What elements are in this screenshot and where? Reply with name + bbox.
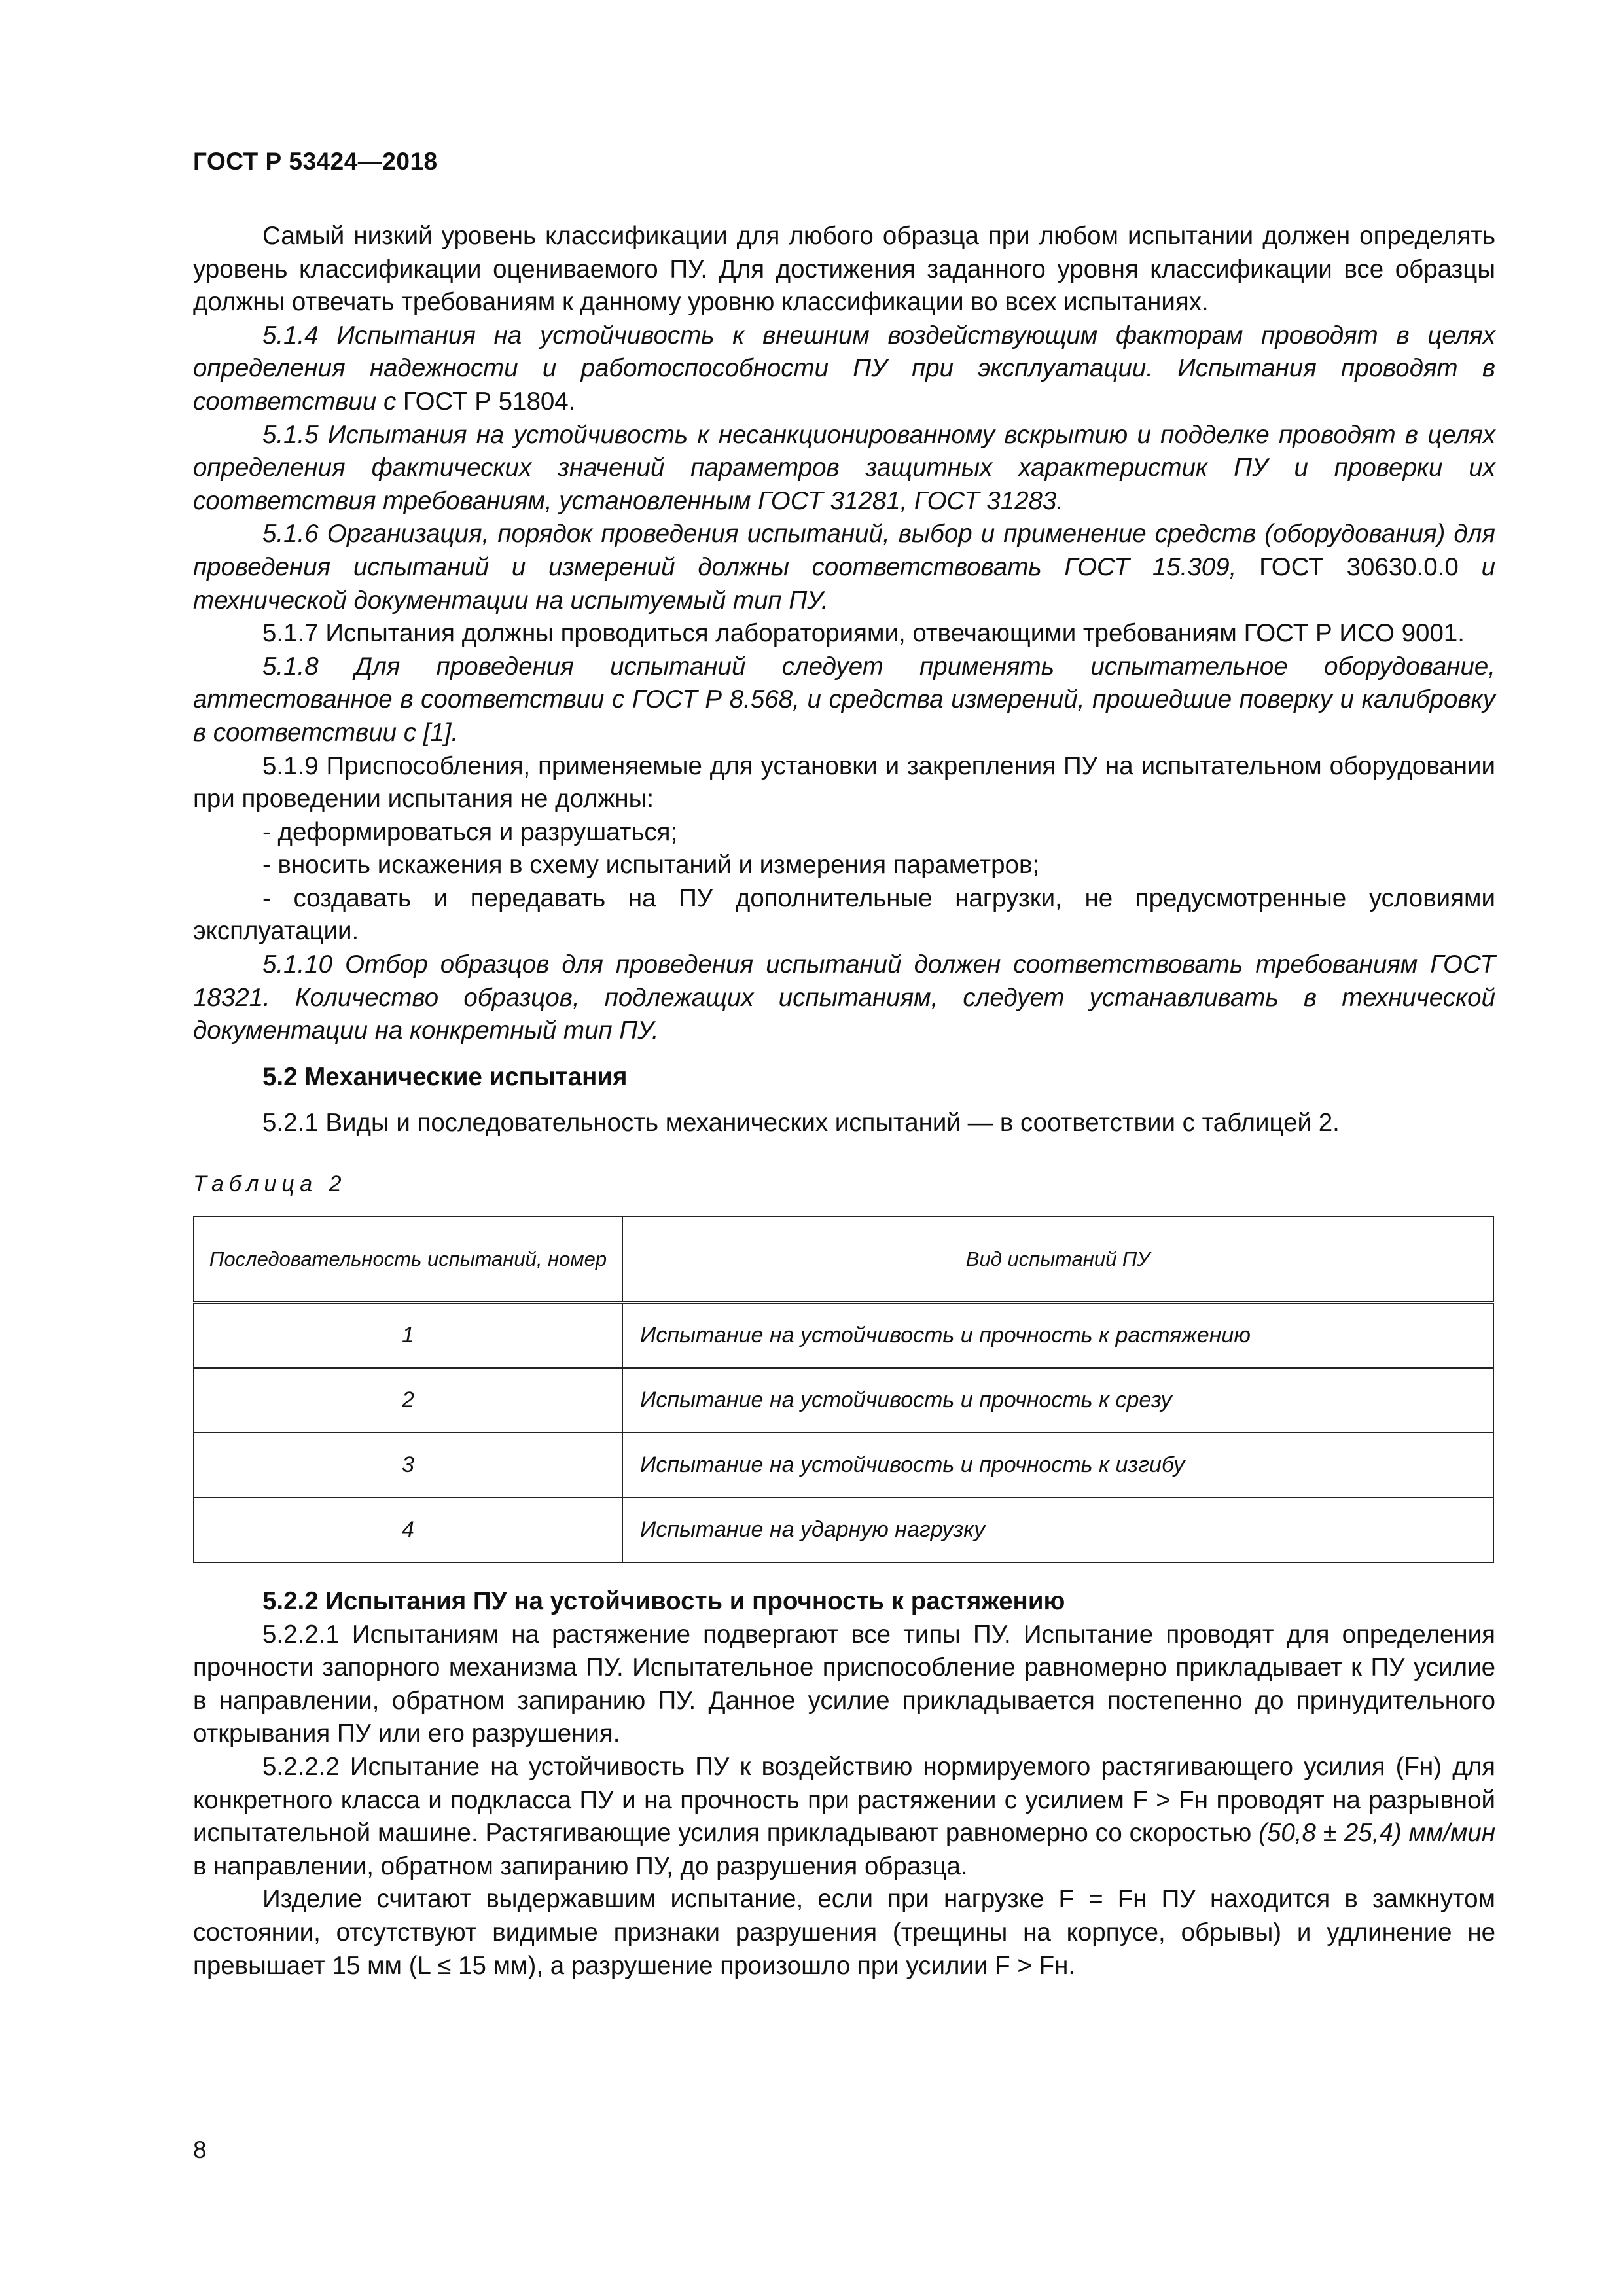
row-number: 3 xyxy=(194,1433,622,1498)
row-test-type: Испытание на устойчивость и прочность к срезу xyxy=(622,1368,1493,1433)
list-item: - деформироваться и разрушаться; xyxy=(262,817,678,846)
paragraph-5-1-5: 5.1.5 Испытания на устойчивость к несанкционированному вскрытию и подделке проводят в целях определения фактических значений параметров защитных характеристик ПУ и проверки их соответствия требованиям, установленным ГОСТ 31281, ГОСТ 31283. xyxy=(193,420,1495,515)
document-code: ГОСТ Р 53424—2018 xyxy=(193,148,438,175)
body-text-bottom xyxy=(193,1585,1495,1982)
row-number: 4 xyxy=(194,1498,622,1562)
row-test-type: Испытание на устойчивость и прочность к растяжению xyxy=(622,1302,1493,1368)
table-row xyxy=(194,1302,1493,1368)
list-item: - вносить искажения в схему испытаний и измерения параметров; xyxy=(262,851,1040,880)
row-number: 1 xyxy=(194,1302,622,1368)
table-header-row xyxy=(194,1217,1493,1302)
table-row xyxy=(194,1368,1493,1433)
row-number: 2 xyxy=(194,1368,622,1433)
row-test-type: Испытание на устойчивость и прочность к изгибу xyxy=(622,1433,1493,1498)
paragraph-5-1-9: 5.1.9 Приспособления, применяемые для установки и закрепления ПУ на испытательном оборудовании при проведении испытания не должны: xyxy=(193,751,1495,814)
paragraph-5-2-2-1: 5.2.2.1 Испытаниям на растяжение подвергают все типы ПУ. Испытание проводят для определения прочности запорного механизма ПУ. Испытательное приспособление равномерно прикладывает к ПУ усилие в направлении, обратном запиранию ПУ. Данное усилие прикладывается постепенно до принудительного открывания ПУ или его разрушения. xyxy=(193,1620,1495,1748)
paragraph-5-2-2-2-b: в направлении, обратном запиранию ПУ, до разрушения образца. xyxy=(193,1852,968,1880)
paragraph-5-1-6 xyxy=(193,518,1495,617)
table-row xyxy=(194,1433,1493,1498)
section-heading-5-2: 5.2 Механические испытания xyxy=(262,1062,628,1091)
section-heading-5-2-2: 5.2.2 Испытания ПУ на устойчивость и прочность к растяжению xyxy=(262,1587,1065,1615)
table-caption: Таблица 2 xyxy=(193,1172,347,1196)
paragraph-5-1-10: 5.1.10 Отбор образцов для проведения испытаний должен соответствовать требованиям ГОСТ 18321. Количество образцов, подлежащих испытаниям, следует устанавливать в технической документации на конкретный тип ПУ. xyxy=(193,950,1495,1045)
paragraph-5-1-4 xyxy=(193,319,1495,419)
paragraph-5-1-8: 5.1.8 Для проведения испытаний следует применять испытательное оборудование, аттестованное в соответствии с ГОСТ Р 8.568, и средства измерений, прошедшие поверку и калибровку в соответствии с [1]. xyxy=(193,652,1495,747)
paragraph-5-1-6-italic-b: и технической документации на испытуемый тип ПУ. xyxy=(193,552,1495,615)
paragraph-5-2-2-2-a: 5.2.2.2 Испытание на устойчивость ПУ к воздействию нормируемого растягивающего усилия (Fн) для конкретного класса и подкласса ПУ и на прочность при растяжении с усилием F > Fн проводят на разрывной испытательной машине. Растягивающие усилия прикладывают равномерно со скоростью xyxy=(193,1752,1495,1848)
paragraph-5-1-6-ref: ГОСТ 30630.0.0 xyxy=(1236,552,1459,581)
list-item: - создавать и передавать на ПУ дополнительные нагрузки, не предусмотренные условиями эксплуатации. xyxy=(193,884,1495,946)
row-test-type: Испытание на ударную нагрузку xyxy=(622,1498,1493,1562)
paragraph-5-2-1: 5.2.1 Виды и последовательность механических испытаний — в соответствии с таблицей 2. xyxy=(262,1109,1340,1138)
page-number: 8 xyxy=(193,2136,207,2163)
paragraph-5-1-4-italic: 5.1.4 Испытания на устойчивость к внешним воздействующим факторам проводят в целях определения надежности и работоспособности ПУ при эксплуатации. Испытания проводят в соответствии с xyxy=(193,321,1495,416)
speed-value: (50,8 ± 25,4) мм/мин xyxy=(1258,1819,1496,1848)
column-header-test-type: Вид испытаний ПУ xyxy=(622,1217,1493,1302)
column-header-sequence: Последовательность испытаний, номер xyxy=(194,1217,622,1302)
paragraph-5-1-4-ref: ГОСТ Р 51804. xyxy=(396,387,576,416)
paragraph-5-1-7: 5.1.7 Испытания должны проводиться лабораториями, отвечающими требованиям ГОСТ Р ИСО 9001. xyxy=(262,619,1465,648)
paragraph-acceptance-criteria: Изделие считают выдержавшим испытание, если при нагрузке F = Fн ПУ находится в замкнутом состоянии, отсутствуют видимые признаки разрушения (трещины на корпусе, обрывы) и удлинение не превышает 15 мм (L ≤ 15 мм), а разрушение произошло при усилии F > Fн. xyxy=(193,1885,1495,1980)
table-row xyxy=(194,1498,1493,1562)
table-2 xyxy=(193,1216,1494,1563)
paragraph-5-1-6-italic-a: 5.1.6 Организация, порядок проведения испытаний, выбор и применение средств (оборудования) для проведения испытаний и измерений должны соответствовать ГОСТ 15.309, xyxy=(193,520,1495,581)
paragraph-classification: Самый низкий уровень классификации для любого образца при любом испытании должен определять уровень классификации оцениваемого ПУ. Для достижения заданного уровня классификации все образцы должны отвечать требованиям к данному уровню классификации во всех испытаниях. xyxy=(193,222,1495,317)
paragraph-5-2-2-2 xyxy=(193,1751,1495,1883)
body-text-top xyxy=(193,220,1495,1140)
